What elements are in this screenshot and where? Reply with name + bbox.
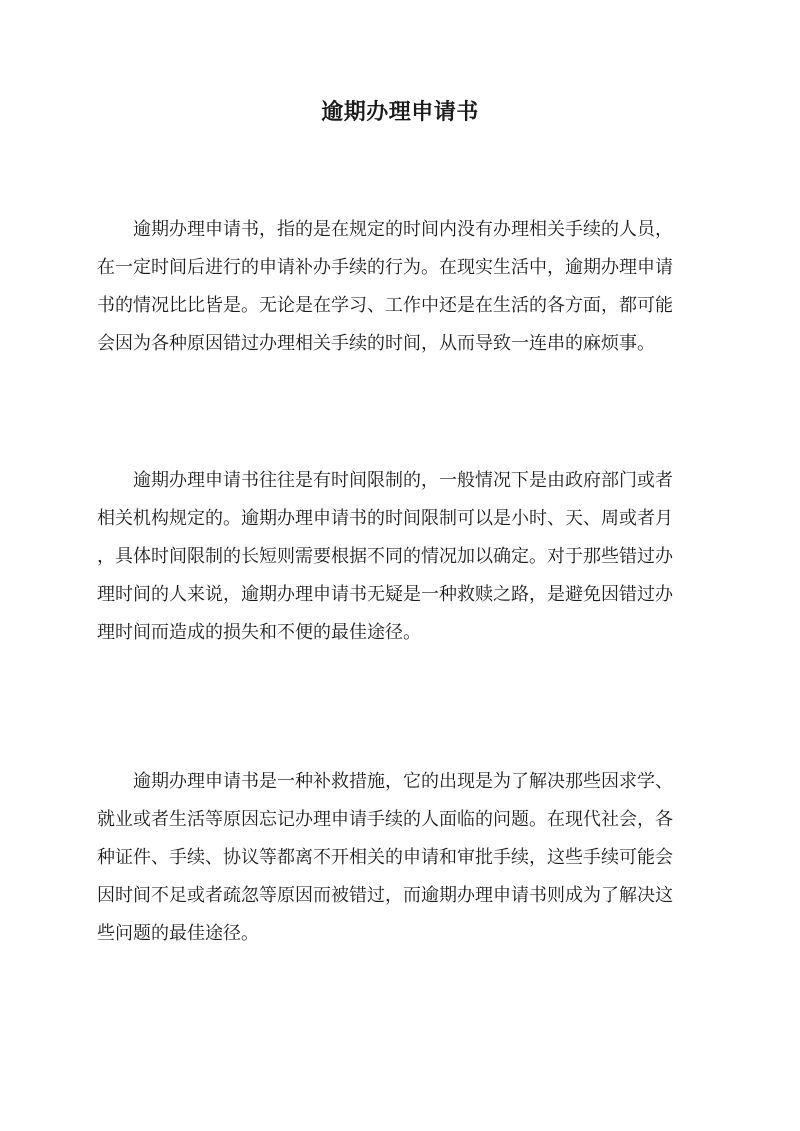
paragraph-line: 会因为各种原因错过办理相关手续的时间，从而导致一连串的麻烦事。 [97,333,655,354]
paragraph-line: 理时间的人来说，逾期办理申请书无疑是一种救赎之路，是避免因错过办 [97,584,673,605]
paragraph-line: 就业或者生活等原因忘记办理申请手续的人面临的问题。在现代社会，各 [97,809,673,830]
document-title: 逾期办理申请书 [321,99,479,125]
paragraph-line: 种证件、手续、协议等都离不开相关的申请和审批手续，这些手续可能会 [97,847,673,868]
paragraph-line: 在一定时间后进行的申请补办手续的行为。在现实生活中，逾期办理申请 [97,257,673,278]
paragraph-line: 逾期办理申请书是一种补救措施，它的出现是为了解决那些因求学、 [133,771,673,792]
paragraph-line: 逾期办理申请书往往是有时间限制的，一般情况下是由政府部门或者 [133,470,673,491]
paragraph-line: 因时间不足或者疏忽等原因而被错过，而逾期办理申请书则成为了解决这 [97,885,673,906]
paragraph-line: 书的情况比比皆是。无论是在学习、工作中还是在生活的各方面，都可能 [97,295,673,316]
paragraph-line: ，具体时间限制的长短则需要根据不同的情况加以确定。对于那些错过办 [97,546,673,567]
paragraph-line: 相关机构规定的。逾期办理申请书的时间限制可以是小时、天、周或者月 [97,508,673,529]
paragraph-1 [97,211,702,363]
paragraph-3 [97,763,702,953]
paragraph-line: 理时间而造成的损失和不便的最佳途径。 [97,622,421,643]
paragraph-line: 些问题的最佳途径。 [97,923,259,944]
paragraph-line: 逾期办理申请书，指的是在规定的时间内没有办理相关手续的人员， [133,219,673,240]
paragraph-2 [97,462,702,652]
